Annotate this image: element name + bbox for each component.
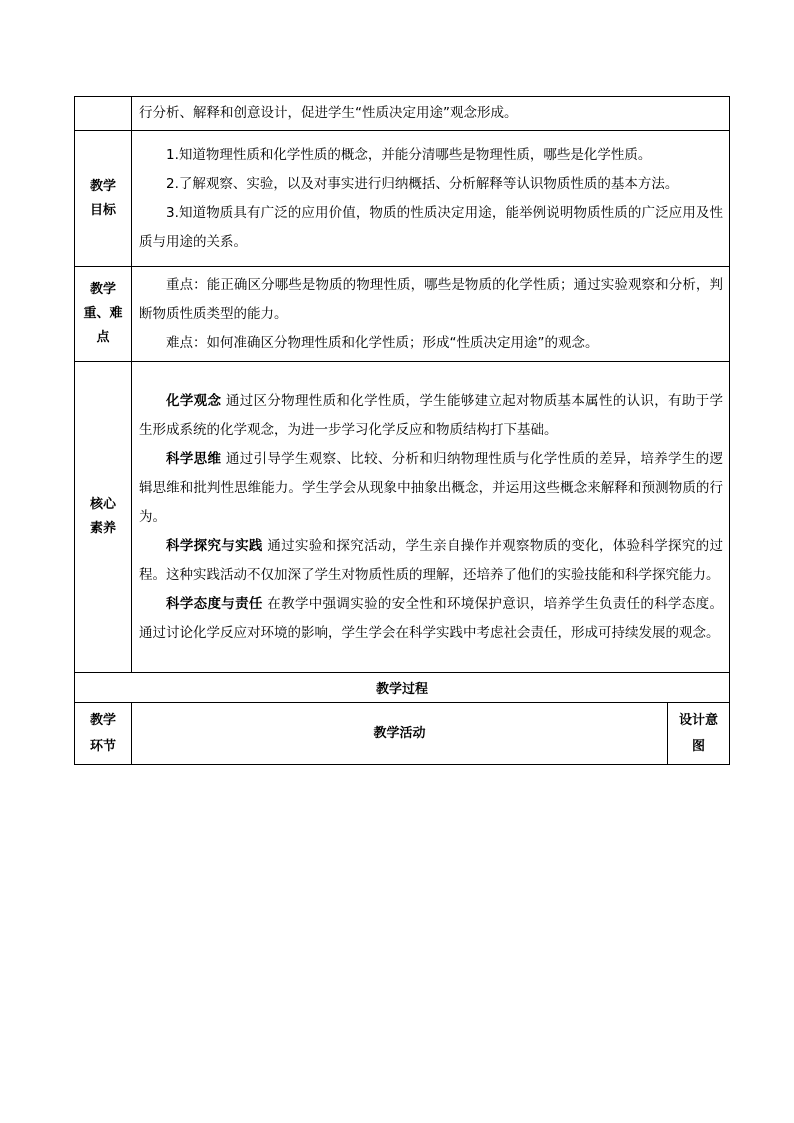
objective-item-1: 1.知道物理性质和化学性质的概念，并能分清哪些是物理性质，哪些是化学性质。 [166,146,652,163]
process-header-row [75,703,730,765]
core-literacy-term: 科学探究与实践 [166,537,263,554]
core-literacy-label-cell [75,362,132,673]
core-literacy-term: 化学观念 [166,392,222,409]
core-literacy-item [139,590,723,648]
objectives-label-line2: 目标 [89,202,116,218]
core-literacy-label-line2: 素养 [89,521,116,536]
core-literacy-item [139,387,723,445]
col-header-design-line2: 图 [691,738,705,754]
core-literacy-row [75,362,730,673]
col-header-stage-line1: 教学 [89,712,116,728]
key-points-label-cell [75,267,132,362]
intro-row [75,97,730,131]
core-literacy-item [139,445,723,532]
col-header-design-line1: 设计意 [678,712,718,728]
key-points-label-line3: 点 [96,330,110,345]
key-points-row [75,267,730,362]
lesson-plan-table [74,96,730,765]
difficult-point-text: 难点：如何准确区分物理性质和化学性质；形成“性质决定用途”的观念。 [166,334,599,351]
intro-text: 行分析、解释和创意设计，促进学生“性质决定用途”观念形成。 [139,105,518,121]
core-literacy-text: 通过区分物理性质和化学性质，学生能够建立起对物质基本属性的认识，有助于学生形成系统的化学观念，为进一步学习化学反应和物质结构打下基础。 [139,392,724,438]
objective-item-2: 2.了解观察、实验，以及对事实进行归纳概括、分析解释等认识物质性质的基本方法。 [166,175,679,192]
key-point-text: 重点：能正确区分哪些是物质的物理性质，哪些是物质的化学性质；通过实验观察和分析，判断物质性质类型的能力。 [139,276,723,322]
core-literacy-term: 科学态度与责任 [166,595,263,612]
core-literacy-text: 在教学中强调实验的安全性和环境保护意识，培养学生负责任的科学态度。通过讨论化学反应对环境的影响，学生学会在科学实践中考虑社会责任，形成可持续发展的观念。 [139,595,724,641]
core-literacy-label-line1: 核心 [89,497,116,512]
core-literacy-text: 通过实验和探究活动，学生亲自操作并观察物质的变化，体验科学探究的过程。这种实践活动不仅加深了学生对物质性质的理解，还培养了他们的实验技能和科学探究能力。 [139,537,724,583]
intro-label-cell [75,97,132,131]
col-header-activity: 教学活动 [132,703,668,765]
core-literacy-content-cell [132,362,730,673]
process-title: 教学过程 [75,673,730,703]
core-literacy-item [139,532,723,590]
intro-content-cell [132,97,730,131]
process-title-row [75,673,730,703]
col-header-stage [75,703,132,765]
objectives-label-line1: 教学 [89,178,116,194]
objectives-label-cell [75,131,132,267]
objectives-content-cell [132,131,730,267]
objective-item-3: 3.知道物质具有广泛的应用价值，物质的性质决定用途，能举例说明物质性质的广泛应用及性质与用途的关系。 [139,204,723,250]
col-header-stage-line2: 环节 [89,738,116,754]
col-header-design [668,703,730,765]
core-literacy-term: 科学思维 [166,450,222,467]
key-points-content-cell [132,267,730,362]
key-points-label-line1: 教学 [89,282,116,297]
core-literacy-text: 通过引导学生观察、比较、分析和归纳物理性质与化学性质的差异，培养学生的逻辑思维和批判性思维能力。学生学会从现象中抽象出概念，并运用这些概念来解释和预测物质的行为。 [139,450,724,525]
objectives-row [75,131,730,267]
key-points-label-line2: 重、难 [83,306,123,321]
